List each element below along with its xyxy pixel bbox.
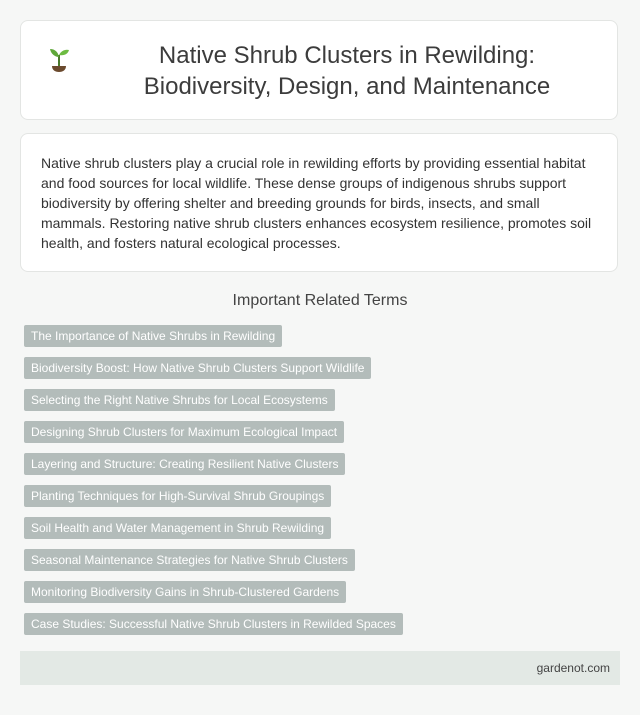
footer [20,651,620,685]
related-term-tag[interactable]: Soil Health and Water Management in Shrub Rewilding [24,517,331,539]
related-term-tag[interactable]: Case Studies: Successful Native Shrub Clusters in Rewilded Spaces [24,613,403,635]
related-term-tag[interactable]: Planting Techniques for High-Survival Shrub Groupings [24,485,331,507]
related-term-tag[interactable]: The Importance of Native Shrubs in Rewilding [24,325,282,347]
seedling-icon [44,44,74,74]
footer-site-name: gardenot.com [536,661,610,675]
related-term-tag[interactable]: Selecting the Right Native Shrubs for Local Ecosystems [24,389,335,411]
page-title: Native Shrub Clusters in Rewilding: Biodiversity, Design, and Maintenance [143,42,551,100]
related-term-tag[interactable]: Seasonal Maintenance Strategies for Native Shrub Clusters [24,549,355,571]
related-terms-list [24,325,620,645]
related-term-tag[interactable]: Layering and Structure: Creating Resilient Native Clusters [24,453,345,475]
related-term-tag[interactable]: Designing Shrub Clusters for Maximum Ecological Impact [24,421,344,443]
related-term-tag[interactable]: Biodiversity Boost: How Native Shrub Clusters Support Wildlife [24,357,371,379]
intro-paragraph: Native shrub clusters play a crucial role in rewilding efforts by providing essential habitat and food sources for local wildlife. These dense groups of indigenous shrubs support biodiversity by offering shelter and breeding grounds for birds, insects, and small mammals. Restoring native shrub clusters enhances ecosystem resilience, promotes soil health, and fosters natural ecological processes. [41,155,592,251]
related-terms-heading: Important Related Terms [232,292,408,309]
related-term-tag[interactable]: Monitoring Biodiversity Gains in Shrub-Clustered Gardens [24,581,346,603]
